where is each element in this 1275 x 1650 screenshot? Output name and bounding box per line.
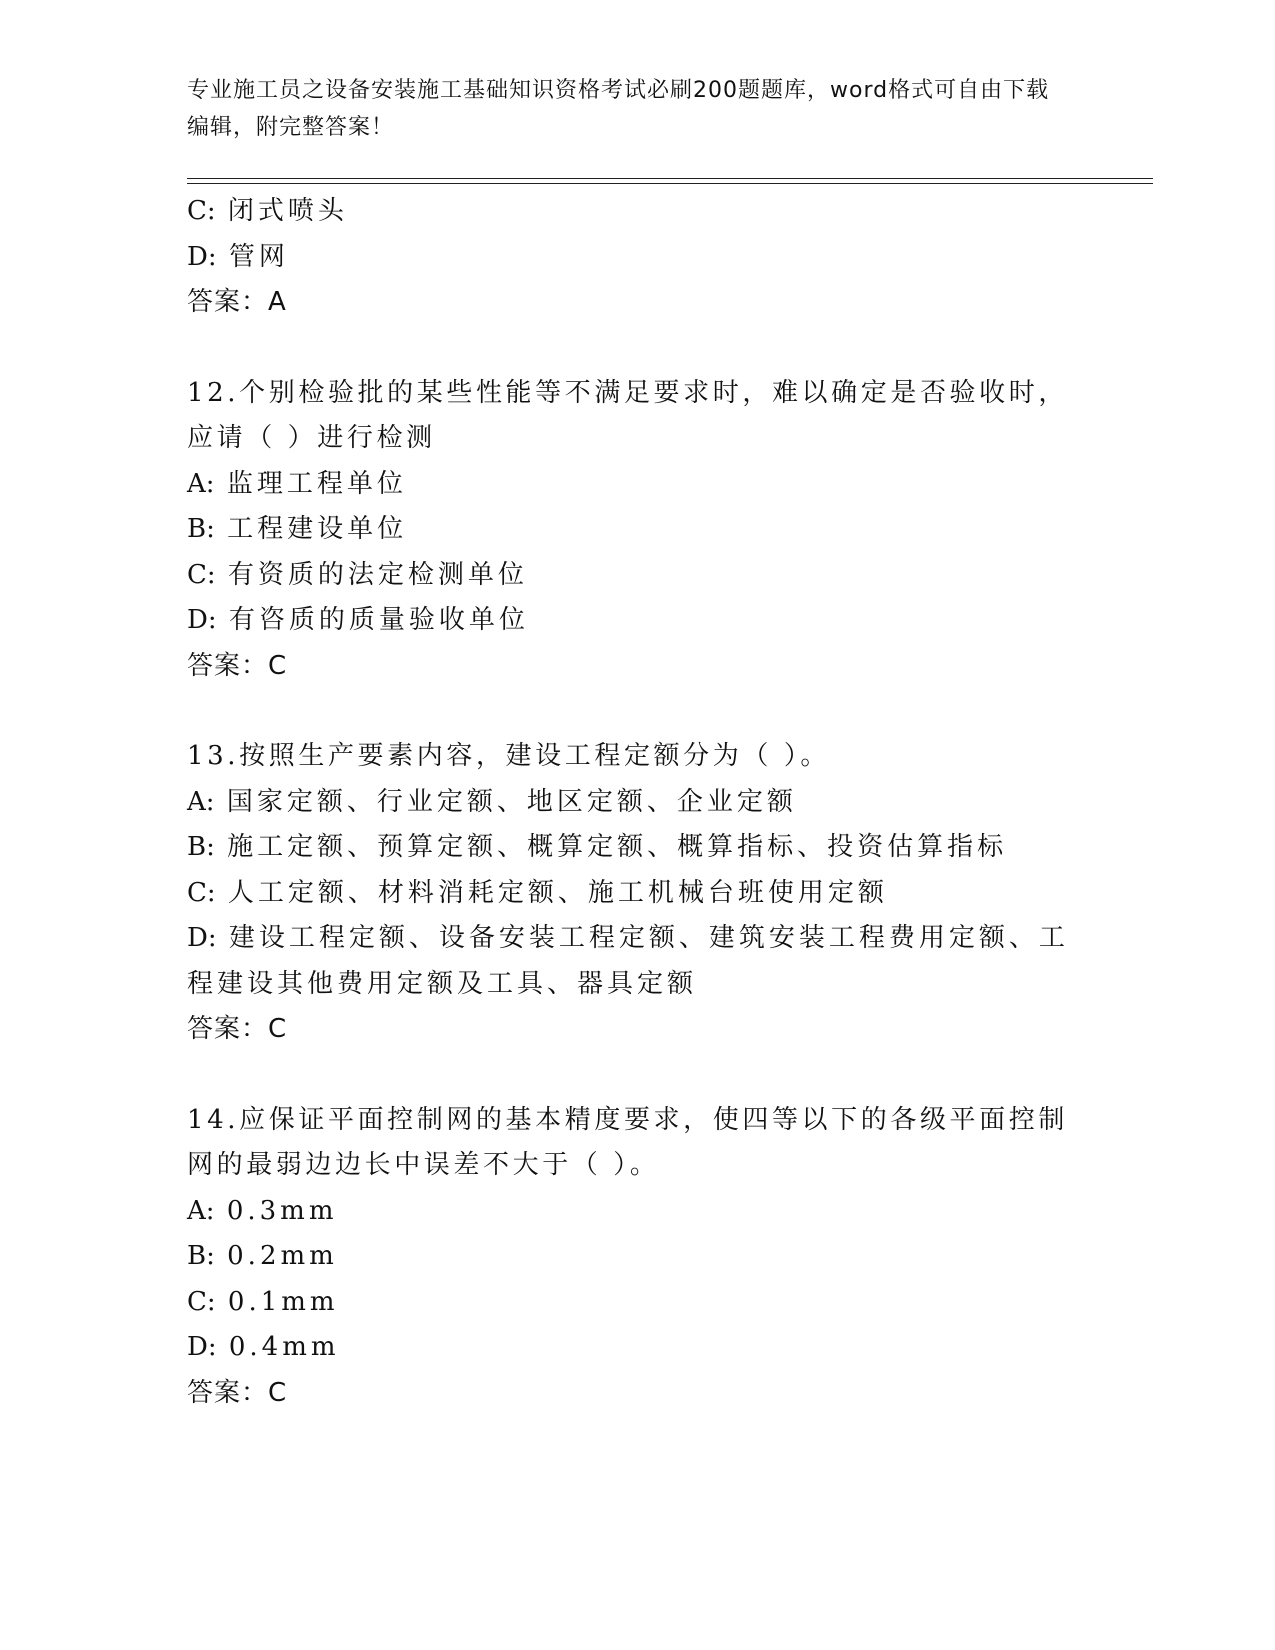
question-13 <box>187 734 1087 1053</box>
question-14 <box>187 1098 1087 1417</box>
option-letter: B: <box>187 1241 215 1271</box>
option-text: 工程建设单位 <box>227 514 408 544</box>
option-d <box>187 1325 1087 1371</box>
option-text: 0.3mm <box>226 1195 338 1226</box>
option-letter: D: <box>187 605 217 635</box>
document-body <box>187 189 1087 1416</box>
option-c <box>187 871 1087 917</box>
option-d <box>187 235 1087 281</box>
option-b <box>187 1234 1087 1280</box>
option-letter: B: <box>187 514 215 544</box>
option-text: 管网 <box>228 241 289 272</box>
option-text: 国家定额、行业定额、地区定额、企业定额 <box>226 786 797 817</box>
answer: 答案：A <box>187 287 287 317</box>
option-text: 人工定额、材料消耗定额、施工机械台班使用定额 <box>227 877 888 908</box>
option-letter: A: <box>187 1195 215 1226</box>
continued-question <box>187 189 1087 326</box>
option-text: 监理工程单位 <box>226 468 407 499</box>
option-c <box>187 553 1087 599</box>
option-b <box>187 507 1087 553</box>
option-letter: C: <box>187 877 216 908</box>
option-text: 闭式喷头 <box>227 196 348 226</box>
option-d <box>187 598 1087 644</box>
question-12 <box>187 371 1087 690</box>
option-text: 0.2mm <box>227 1241 338 1271</box>
option-a <box>187 462 1087 508</box>
option-letter: C: <box>187 1286 216 1317</box>
option-d <box>187 916 1077 1007</box>
option-letter: D: <box>187 241 217 272</box>
option-c <box>187 189 1087 235</box>
answer: 答案：C <box>187 1377 288 1408</box>
option-text: 有咨质的质量验收单位 <box>228 605 529 635</box>
option-text: 0.1mm <box>227 1286 339 1317</box>
option-b <box>187 825 1087 871</box>
answer: 答案：C <box>187 1014 288 1044</box>
option-letter: C: <box>187 559 216 590</box>
option-text: 施工定额、预算定额、概算定额、概算指标、投资估算指标 <box>227 832 1008 862</box>
question-text: 13.按照生产要素内容，建设工程定额分为（ ）。 <box>187 741 831 771</box>
option-letter: D: <box>187 1332 217 1362</box>
option-text: 有资质的法定检测单位 <box>227 559 528 590</box>
option-a <box>187 1189 1087 1235</box>
answer: 答案：C <box>187 650 288 681</box>
option-text: 建设工程定额、设备安装工程定额、建筑安装工程费用定额、工程建设其他费用定额及工具、器具定额 <box>187 923 1069 999</box>
header-divider-top <box>187 178 1153 179</box>
option-letter: D: <box>187 923 217 953</box>
question-text: 12.个别检验批的某些性能等不满足要求时，难以确定是否验收时，应请（ ）进行检测 <box>187 377 1068 453</box>
option-letter: A: <box>187 468 215 499</box>
option-c <box>187 1280 1087 1326</box>
question-text: 14.应保证平面控制网的基本精度要求，使四等以下的各级平面控制网的最弱边边长中误差不大于（ ）。 <box>187 1104 1068 1180</box>
option-letter: A: <box>187 786 215 817</box>
option-a <box>187 780 1087 826</box>
document-header: 专业施工员之设备安装施工基础知识资格考试必刷200题题库，word格式可自由下载编辑，附完整答案！ <box>187 78 1050 140</box>
option-text: 0.4mm <box>228 1332 340 1362</box>
header-divider-bottom <box>187 183 1153 184</box>
option-letter: B: <box>187 832 215 862</box>
option-letter: C: <box>187 196 216 226</box>
